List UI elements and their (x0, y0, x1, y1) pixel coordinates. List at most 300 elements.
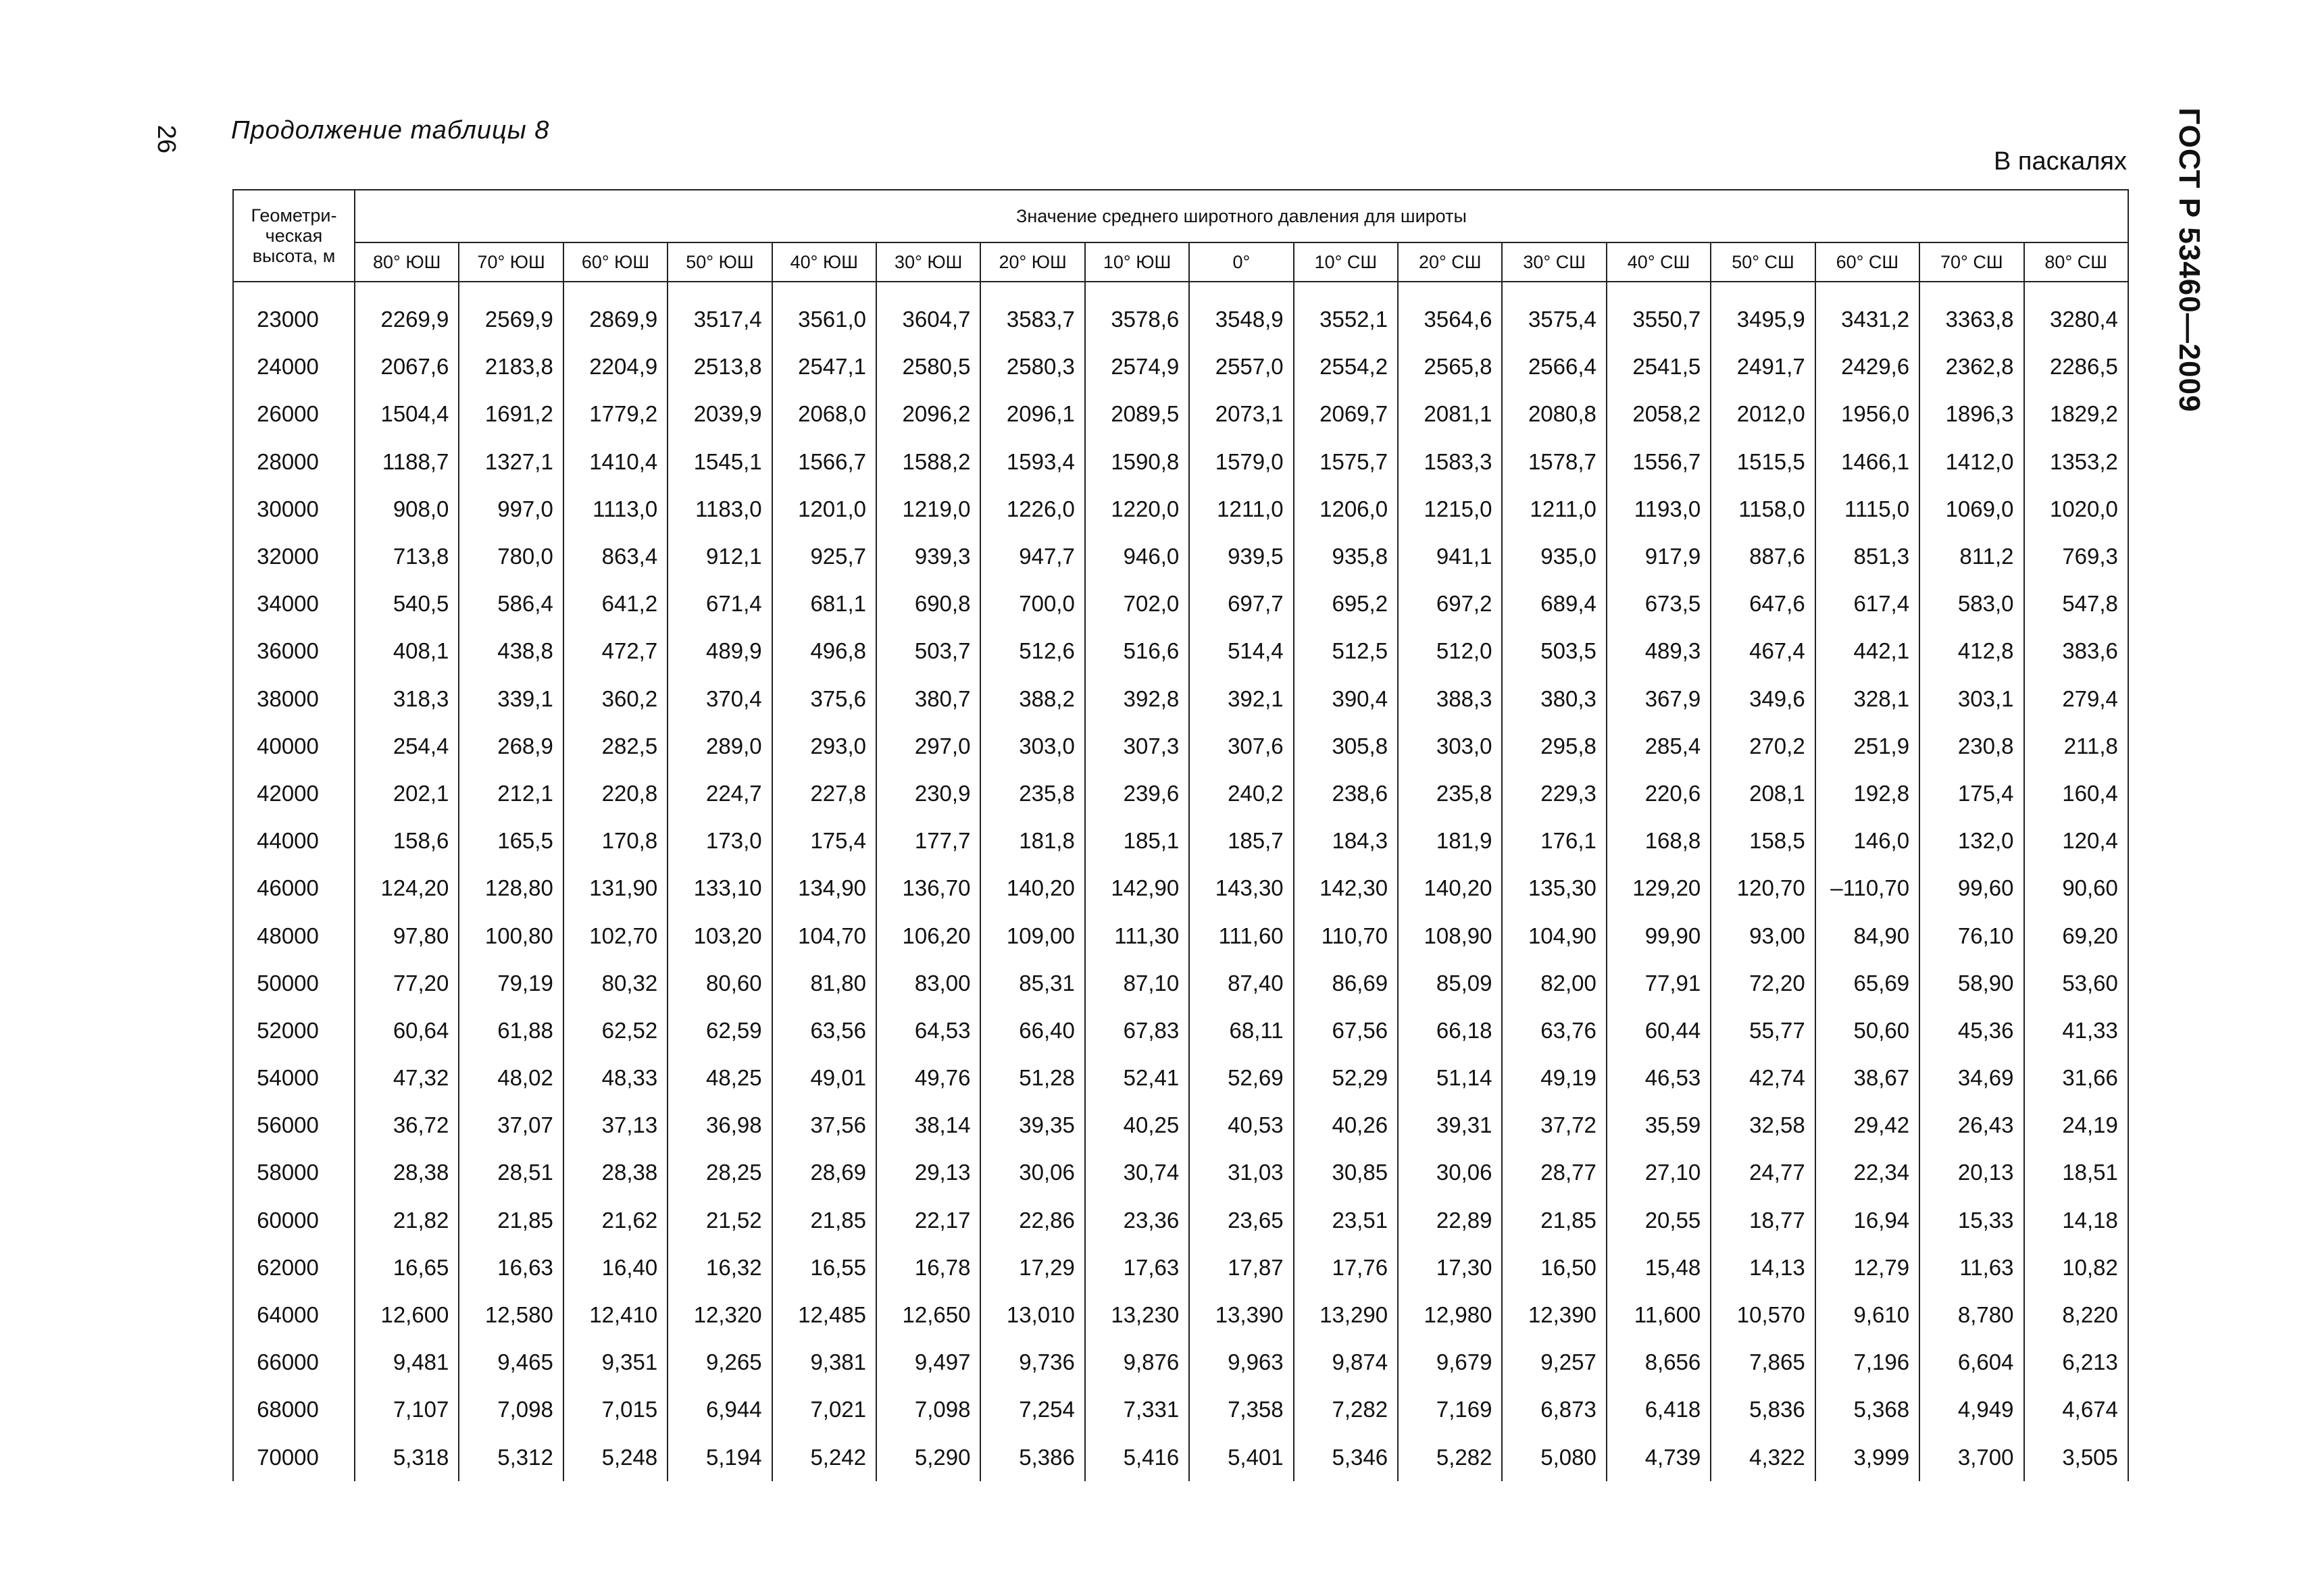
pressure-cell: 270,2 (1711, 723, 1815, 770)
pressure-cell: 39,35 (980, 1102, 1084, 1149)
pressure-cell: 697,7 (1189, 580, 1293, 627)
pressure-cell: 307,6 (1189, 723, 1293, 770)
pressure-cell: 37,72 (1502, 1102, 1606, 1149)
pressure-cell: 5,282 (1398, 1434, 1502, 1481)
pressure-cell: 28,77 (1502, 1149, 1606, 1196)
pressure-cell: 673,5 (1607, 580, 1711, 627)
pressure-cell: 134,90 (772, 865, 876, 912)
pressure-cell: 1590,8 (1085, 438, 1189, 486)
pressure-cell: 224,7 (668, 770, 772, 817)
pressure-cell: 13,390 (1189, 1291, 1293, 1339)
pressure-cell: 47,32 (355, 1054, 459, 1102)
pressure-cell: 690,8 (876, 580, 980, 627)
latitude-header: 10° ЮШ (1085, 242, 1189, 282)
pressure-cell: 37,07 (459, 1102, 563, 1149)
pressure-cell: 238,6 (1294, 770, 1398, 817)
pressure-cell: 3363,8 (1919, 296, 2023, 343)
pressure-cell: 472,7 (563, 627, 668, 675)
pressure-cell: 2089,5 (1085, 390, 1189, 438)
pressure-cell: 31,03 (1189, 1149, 1293, 1196)
pressure-cell: 52,29 (1294, 1054, 1398, 1102)
pressure-cell: 58,90 (1919, 960, 2023, 1007)
pressure-cell: 142,30 (1294, 865, 1398, 912)
gap-cell (1398, 282, 1502, 296)
pressure-cell: 7,358 (1189, 1386, 1293, 1433)
pressure-cell: 72,20 (1711, 960, 1815, 1007)
pressure-cell: 293,0 (772, 723, 876, 770)
pressure-cell: 211,8 (2024, 723, 2128, 770)
gap-cell (1502, 282, 1606, 296)
height-cell: 50000 (233, 960, 355, 1007)
pressure-cell: 202,1 (355, 770, 459, 817)
pressure-cell: 7,021 (772, 1386, 876, 1433)
pressure-cell: 46,53 (1607, 1054, 1711, 1102)
height-cell: 46000 (233, 865, 355, 912)
pressure-cell: 1779,2 (563, 390, 668, 438)
pressure-cell: 370,4 (668, 675, 772, 723)
pressure-cell: 12,600 (355, 1291, 459, 1339)
pressure-cell: 181,8 (980, 817, 1084, 865)
height-header-line: высота, м (252, 246, 336, 266)
pressure-cell: 2073,1 (1189, 390, 1293, 438)
pressure-cell: 16,78 (876, 1244, 980, 1291)
pressure-cell: 1020,0 (2024, 486, 2128, 533)
height-header-line: Геометри- (251, 205, 337, 226)
pressure-cell: 48,25 (668, 1054, 772, 1102)
pressure-cell: 383,6 (2024, 627, 2128, 675)
pressure-cell: 9,481 (355, 1339, 459, 1386)
pressure-cell: 2081,1 (1398, 390, 1502, 438)
pressure-cell: 227,8 (772, 770, 876, 817)
latitude-header: 0° (1189, 242, 1293, 282)
pressure-cell: 2541,5 (1607, 343, 1711, 390)
table-row (233, 960, 2128, 1007)
pressure-cell: 935,0 (1502, 533, 1606, 580)
pressure-cell: 4,739 (1607, 1434, 1711, 1481)
pressure-cell: 9,381 (772, 1339, 876, 1386)
pressure-cell: 108,90 (1398, 912, 1502, 959)
pressure-cell: 503,7 (876, 627, 980, 675)
pressure-cell: 392,1 (1189, 675, 1293, 723)
pressure-cell: 7,169 (1398, 1386, 1502, 1433)
pressure-cell: 647,6 (1711, 580, 1815, 627)
height-cell: 68000 (233, 1386, 355, 1433)
pressure-cell: 51,14 (1398, 1054, 1502, 1102)
pressure-cell: 11,600 (1607, 1291, 1711, 1339)
table-row (233, 865, 2128, 912)
pressure-cell: 2569,9 (459, 296, 563, 343)
pressure-cell: 63,56 (772, 1007, 876, 1054)
latitude-header: 10° СШ (1294, 242, 1398, 282)
pressure-cell: 93,00 (1711, 912, 1815, 959)
pressure-cell: 53,60 (2024, 960, 2128, 1007)
height-cell: 26000 (233, 390, 355, 438)
latitude-header: 40° СШ (1607, 242, 1711, 282)
gap-cell (1815, 282, 1919, 296)
pressure-cell: 4,949 (1919, 1386, 2023, 1433)
pressure-cell: 7,196 (1815, 1339, 1919, 1386)
pressure-cell: 106,20 (876, 912, 980, 959)
latitude-group-header: Значение среднего широтного давления для широты (355, 190, 2128, 242)
pressure-cell: 132,0 (1919, 817, 2023, 865)
pressure-cell: 5,312 (459, 1434, 563, 1481)
pressure-cell: 15,48 (1607, 1244, 1711, 1291)
pressure-cell: 29,42 (1815, 1102, 1919, 1149)
pressure-cell: 2039,9 (668, 390, 772, 438)
table-row (233, 438, 2128, 486)
pressure-cell: 14,18 (2024, 1197, 2128, 1244)
pressure-cell: 282,5 (563, 723, 668, 770)
pressure-cell: 235,8 (1398, 770, 1502, 817)
pressure-cell: 13,230 (1085, 1291, 1189, 1339)
pressure-cell: 21,62 (563, 1197, 668, 1244)
pressure-cell: 5,401 (1189, 1434, 1293, 1481)
pressure-cell: 2068,0 (772, 390, 876, 438)
pressure-cell: 12,79 (1815, 1244, 1919, 1291)
pressure-cell: 109,00 (980, 912, 1084, 959)
table-header (233, 190, 2128, 282)
height-cell: 60000 (233, 1197, 355, 1244)
pressure-cell: 1515,5 (1711, 438, 1815, 486)
pressure-cell: 5,318 (355, 1434, 459, 1481)
pressure-cell: 1545,1 (668, 438, 772, 486)
table-row (233, 723, 2128, 770)
pressure-cell: 86,69 (1294, 960, 1398, 1007)
pressure-cell: 208,1 (1711, 770, 1815, 817)
height-cell: 36000 (233, 627, 355, 675)
pressure-cell: 307,3 (1085, 723, 1189, 770)
pressure-cell: 30,06 (1398, 1149, 1502, 1196)
pressure-cell: 380,7 (876, 675, 980, 723)
pressure-cell: 146,0 (1815, 817, 1919, 865)
pressure-cell: 851,3 (1815, 533, 1919, 580)
pressure-cell: 30,85 (1294, 1149, 1398, 1196)
pressure-cell: 16,32 (668, 1244, 772, 1291)
gap-cell (563, 282, 668, 296)
pressure-cell: 3561,0 (772, 296, 876, 343)
pressure-cell: 158,6 (355, 817, 459, 865)
pressure-cell: 268,9 (459, 723, 563, 770)
pressure-cell: 702,0 (1085, 580, 1189, 627)
gap-cell (459, 282, 563, 296)
pressure-cell: 5,368 (1815, 1386, 1919, 1433)
pressure-cell: 12,485 (772, 1291, 876, 1339)
pressure-cell: 55,77 (1711, 1007, 1815, 1054)
pressure-cell: 1211,0 (1189, 486, 1293, 533)
pressure-cell: 390,4 (1294, 675, 1398, 723)
latitude-header: 80° СШ (2024, 242, 2128, 282)
pressure-cell: 1226,0 (980, 486, 1084, 533)
pressure-cell: 1201,0 (772, 486, 876, 533)
gap-cell (772, 282, 876, 296)
pressure-cell: 392,8 (1085, 675, 1189, 723)
pressure-cell: 85,31 (980, 960, 1084, 1007)
pressure-cell: 81,80 (772, 960, 876, 1007)
gap-cell (1711, 282, 1815, 296)
gap-cell (876, 282, 980, 296)
pressure-cell: 512,0 (1398, 627, 1502, 675)
pressure-cell: 175,4 (1919, 770, 2023, 817)
pressure-cell: 2069,7 (1294, 390, 1398, 438)
pressure-cell: 328,1 (1815, 675, 1919, 723)
pressure-cell: 939,5 (1189, 533, 1293, 580)
pressure-cell: 12,980 (1398, 1291, 1502, 1339)
table-row (233, 912, 2128, 959)
pressure-cell: 908,0 (355, 486, 459, 533)
pressure-cell: 5,836 (1711, 1386, 1815, 1433)
pressure-cell: 17,30 (1398, 1244, 1502, 1291)
pressure-cell: 85,09 (1398, 960, 1502, 1007)
table-row (233, 770, 2128, 817)
pressure-cell: 3564,6 (1398, 296, 1502, 343)
pressure-cell: 27,10 (1607, 1149, 1711, 1196)
latitude-header: 70° ЮШ (459, 242, 563, 282)
table-row (233, 817, 2128, 865)
pressure-cell: 6,944 (668, 1386, 772, 1433)
pressure-cell: 176,1 (1502, 817, 1606, 865)
pressure-cell: 2491,7 (1711, 343, 1815, 390)
pressure-cell: 65,69 (1815, 960, 1919, 1007)
pressure-cell: 68,11 (1189, 1007, 1293, 1054)
pressure-cell: 285,4 (1607, 723, 1711, 770)
pressure-cell: 9,265 (668, 1339, 772, 1386)
pressure-cell: 1183,0 (668, 486, 772, 533)
pressure-cell: 1579,0 (1189, 438, 1293, 486)
pressure-cell: 2183,8 (459, 343, 563, 390)
pressure-cell: 512,5 (1294, 627, 1398, 675)
pressure-cell: 140,20 (1398, 865, 1502, 912)
pressure-cell: 489,9 (668, 627, 772, 675)
pressure-cell: 36,98 (668, 1102, 772, 1149)
pressure-cell: 79,19 (459, 960, 563, 1007)
pressure-cell: 9,736 (980, 1339, 1084, 1386)
pressure-cell: 90,60 (2024, 865, 2128, 912)
pressure-cell: 289,0 (668, 723, 772, 770)
pressure-cell: 3517,4 (668, 296, 772, 343)
pressure-cell: 689,4 (1502, 580, 1606, 627)
pressure-cell: 279,4 (2024, 675, 2128, 723)
pressure-cell: 8,656 (1607, 1339, 1711, 1386)
pressure-cell: 617,4 (1815, 580, 1919, 627)
pressure-cell: 177,7 (876, 817, 980, 865)
pressure-cell: 1219,0 (876, 486, 980, 533)
pressure-cell: 40,53 (1189, 1102, 1293, 1149)
pressure-cell: 220,8 (563, 770, 668, 817)
pressure-cell: 2286,5 (2024, 343, 2128, 390)
latitude-header: 60° ЮШ (563, 242, 668, 282)
pressure-cell: 3431,2 (1815, 296, 1919, 343)
pressure-cell: 111,30 (1085, 912, 1189, 959)
table-row (233, 1007, 2128, 1054)
table-row (233, 296, 2128, 343)
pressure-cell: 1588,2 (876, 438, 980, 486)
pressure-cell: 67,56 (1294, 1007, 1398, 1054)
latitude-header: 50° ЮШ (668, 242, 772, 282)
pressure-cell: 22,89 (1398, 1197, 1502, 1244)
height-cell: 62000 (233, 1244, 355, 1291)
height-cell: 24000 (233, 343, 355, 390)
pressure-cell: 66,18 (1398, 1007, 1502, 1054)
pressure-cell: 583,0 (1919, 580, 2023, 627)
height-header-line: ческая (265, 226, 323, 246)
height-cell: 52000 (233, 1007, 355, 1054)
pressure-cell: 9,351 (563, 1339, 668, 1386)
height-cell: 70000 (233, 1434, 355, 1481)
pressure-cell: 1113,0 (563, 486, 668, 533)
pressure-cell: 129,20 (1607, 865, 1711, 912)
pressure-cell: 3,999 (1815, 1434, 1919, 1481)
height-cell: 48000 (233, 912, 355, 959)
pressure-cell: 1193,0 (1607, 486, 1711, 533)
pressure-cell: 41,33 (2024, 1007, 2128, 1054)
pressure-cell: 9,876 (1085, 1339, 1189, 1386)
pressure-cell: 8,220 (2024, 1291, 2128, 1339)
pressure-cell: 9,497 (876, 1339, 980, 1386)
latitude-header: 40° ЮШ (772, 242, 876, 282)
pressure-cell: 40,26 (1294, 1102, 1398, 1149)
pressure-cell: 1115,0 (1815, 486, 1919, 533)
pressure-cell: 388,3 (1398, 675, 1502, 723)
pressure-cell: 50,60 (1815, 1007, 1919, 1054)
pressure-cell: 52,69 (1189, 1054, 1293, 1102)
pressure-cell: 23,65 (1189, 1197, 1293, 1244)
pressure-cell: 1069,0 (1919, 486, 2023, 533)
pressure-cell: 3583,7 (980, 296, 1084, 343)
pressure-cell: 1158,0 (1711, 486, 1815, 533)
height-cell: 66000 (233, 1339, 355, 1386)
pressure-cell: 49,76 (876, 1054, 980, 1102)
table-row (233, 1386, 2128, 1433)
table-row (233, 1054, 2128, 1102)
pressure-cell: 45,36 (1919, 1007, 2023, 1054)
pressure-cell: 60,44 (1607, 1007, 1711, 1054)
pressure-cell: 103,20 (668, 912, 772, 959)
pressure-cell: 48,33 (563, 1054, 668, 1102)
pressure-cell: 939,3 (876, 533, 980, 580)
pressure-cell: 62,52 (563, 1007, 668, 1054)
pressure-cell: 97,80 (355, 912, 459, 959)
pressure-cell: 140,20 (980, 865, 1084, 912)
pressure-cell: 375,6 (772, 675, 876, 723)
pressure-cell: 2204,9 (563, 343, 668, 390)
pressure-cell: 22,34 (1815, 1149, 1919, 1196)
pressure-cell: 1466,1 (1815, 438, 1919, 486)
pressure-cell: 30,06 (980, 1149, 1084, 1196)
pressure-cell: 192,8 (1815, 770, 1919, 817)
pressure-cell: 16,63 (459, 1244, 563, 1291)
pressure-cell: 1896,3 (1919, 390, 2023, 438)
pressure-cell: 175,4 (772, 817, 876, 865)
pressure-cell: 18,77 (1711, 1197, 1815, 1244)
pressure-cell: 99,60 (1919, 865, 2023, 912)
pressure-cell: 349,6 (1711, 675, 1815, 723)
pressure-cell: 925,7 (772, 533, 876, 580)
latitude-header-row (233, 242, 2128, 282)
pressure-cell: 512,6 (980, 627, 1084, 675)
height-cell: 28000 (233, 438, 355, 486)
pressure-cell: 3,505 (2024, 1434, 2128, 1481)
pressure-cell: 3,700 (1919, 1434, 2023, 1481)
gap-cell (1607, 282, 1711, 296)
gap-cell (1085, 282, 1189, 296)
pressure-cell: 360,2 (563, 675, 668, 723)
pressure-cell: 230,9 (876, 770, 980, 817)
gap-cell (980, 282, 1084, 296)
pressure-cell: 99,90 (1607, 912, 1711, 959)
pressure-cell: 380,3 (1502, 675, 1606, 723)
pressure-cell: 16,50 (1502, 1244, 1606, 1291)
pressure-cell: 1412,0 (1919, 438, 2023, 486)
pressure-cell: 133,10 (668, 865, 772, 912)
pressure-cell: 13,010 (980, 1291, 1084, 1339)
pressure-cell: 251,9 (1815, 723, 1919, 770)
pressure-cell: 48,02 (459, 1054, 563, 1102)
pressure-cell: 230,8 (1919, 723, 2023, 770)
pressure-cell: 12,390 (1502, 1291, 1606, 1339)
pressure-cell: 80,32 (563, 960, 668, 1007)
pressure-cell: 66,40 (980, 1007, 1084, 1054)
pressure-cell: 2574,9 (1085, 343, 1189, 390)
pressure-cell: 2869,9 (563, 296, 668, 343)
pressure-cell: 143,30 (1189, 865, 1293, 912)
pressure-cell: 229,3 (1502, 770, 1606, 817)
pressure-cell: 438,8 (459, 627, 563, 675)
table-row (233, 1197, 2128, 1244)
pressure-cell: 6,213 (2024, 1339, 2128, 1386)
pressure-cell: 17,87 (1189, 1244, 1293, 1291)
pressure-cell: 20,13 (1919, 1149, 2023, 1196)
pressure-cell: 811,2 (1919, 533, 2023, 580)
pressure-cell: 38,67 (1815, 1054, 1919, 1102)
pressure-cell: 1556,7 (1607, 438, 1711, 486)
pressure-cell: 67,83 (1085, 1007, 1189, 1054)
pressure-cell: 49,19 (1502, 1054, 1606, 1102)
page-number: 26 (152, 124, 180, 154)
gap-cell (2024, 282, 2128, 296)
pressure-cell: 1504,4 (355, 390, 459, 438)
pressure-cell: 3495,9 (1711, 296, 1815, 343)
pressure-cell: 77,20 (355, 960, 459, 1007)
pressure-cell: 467,4 (1711, 627, 1815, 675)
pressure-cell: 87,10 (1085, 960, 1189, 1007)
pressure-cell: 5,290 (876, 1434, 980, 1481)
pressure-cell: 76,10 (1919, 912, 2023, 959)
pressure-cell: 28,38 (563, 1149, 668, 1196)
pressure-cell: 12,650 (876, 1291, 980, 1339)
pressure-cell: 120,4 (2024, 817, 2128, 865)
pressure-cell: 7,098 (459, 1386, 563, 1433)
pressure-cell: 769,3 (2024, 533, 2128, 580)
gap-cell (1294, 282, 1398, 296)
pressure-cell: 9,610 (1815, 1291, 1919, 1339)
height-cell: 58000 (233, 1149, 355, 1196)
pressure-cell: 4,674 (2024, 1386, 2128, 1433)
pressure-cell: 61,88 (459, 1007, 563, 1054)
pressure-cell: 7,015 (563, 1386, 668, 1433)
pressure-cell: 21,85 (1502, 1197, 1606, 1244)
pressure-cell: 165,5 (459, 817, 563, 865)
pressure-cell: 6,873 (1502, 1386, 1606, 1433)
pressure-cell: 168,8 (1607, 817, 1711, 865)
pressure-cell: 12,580 (459, 1291, 563, 1339)
pressure-cell: 7,331 (1085, 1386, 1189, 1433)
standard-designation: ГОСТ Р 53460—2009 (2173, 107, 2206, 413)
pressure-cell: 2067,6 (355, 343, 459, 390)
pressure-cell: 941,1 (1398, 533, 1502, 580)
pressure-cell: 1327,1 (459, 438, 563, 486)
pressure-cell: 32,58 (1711, 1102, 1815, 1149)
height-cell: 38000 (233, 675, 355, 723)
